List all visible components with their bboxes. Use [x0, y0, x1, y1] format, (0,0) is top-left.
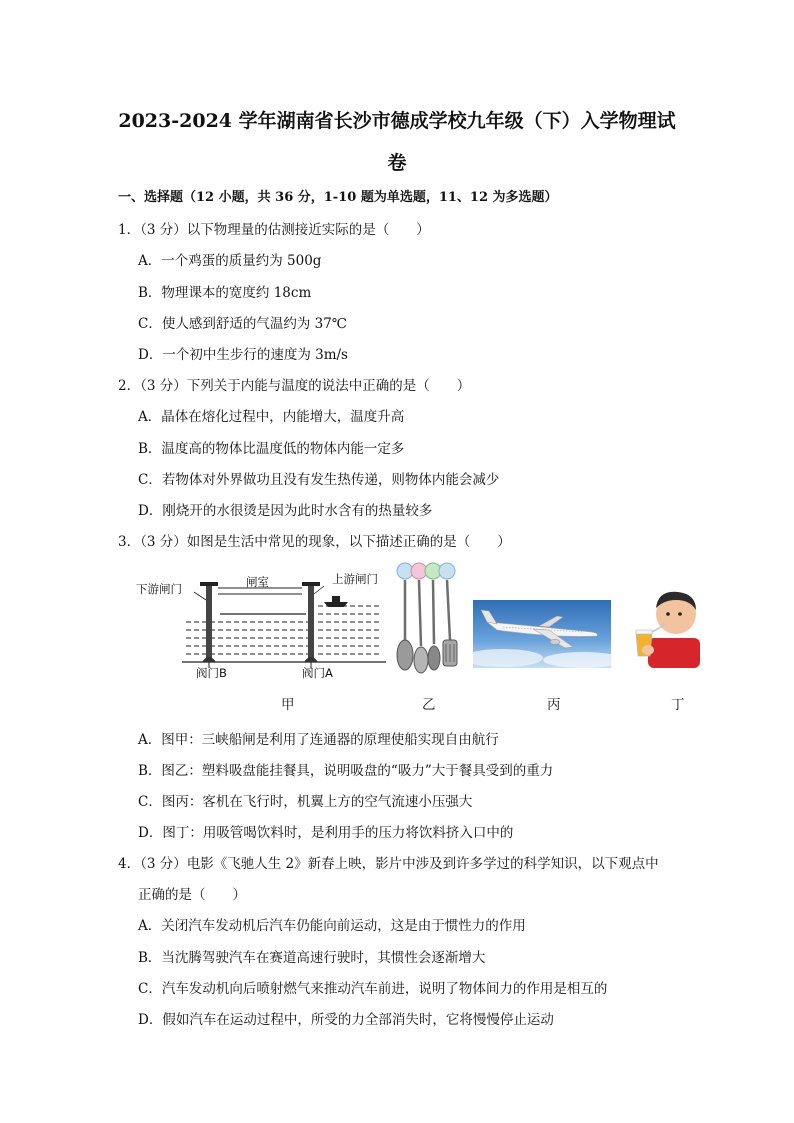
question-3-option-d: D．图丁：用吸管喝饮料时，是利用手的压力将饮料挤入口中的 — [138, 825, 514, 841]
question-1-stem: 1．（3 分）以下物理量的估测接近实际的是（ ） — [118, 222, 430, 238]
suction-cup-utensils-image — [394, 560, 464, 680]
question-2-option-b: B．温度高的物体比温度低的物体内能一定多 — [138, 441, 405, 457]
question-1-option-c: C．使人感到舒适的气温约为 37℃ — [138, 316, 347, 332]
question-4-option-c: C．汽车发动机向后喷射燃气来推动汽车前进，说明了物体间力的作用是相互的 — [138, 981, 608, 997]
question-4-option-a: A．关闭汽车发动机后汽车仍能向前运动，这是由于惯性力的作用 — [138, 918, 526, 934]
valve-b-label: 阀门B — [196, 666, 227, 680]
question-3-stem: 3．（3 分）如图是生活中常见的现象，以下描述正确的是（ ） — [118, 534, 511, 550]
exam-title: 2023-2024 学年湖南省长沙市德成学校九年级（下）入学物理试 — [118, 110, 676, 132]
question-2-option-d: D．刚烧开的水很烫是因为此时水含有的热量较多 — [138, 503, 433, 519]
question-1-option-d: D．一个初中生步行的速度为 3m/s — [138, 347, 348, 363]
question-2-option-a: A．晶体在熔化过程中，内能增大，温度升高 — [138, 409, 405, 425]
question-1-option-a: A．一个鸡蛋的质量约为 500g — [138, 253, 322, 269]
ship-lock-figure — [136, 566, 388, 682]
figure-caption-ding: 丁 — [671, 697, 685, 713]
section-heading: 一、选择题（12 小题，共 36 分，1-10 题为单选题，11、12 为多选题） — [118, 190, 558, 205]
question-3-option-c: C．图丙：客机在飞行时，机翼上方的空气流速小压强大 — [138, 794, 473, 810]
question-4-option-b: B．当沈腾驾驶汽车在赛道高速行驶时，其惯性会逐渐增大 — [138, 950, 486, 966]
question-1-option-b: B．物理课本的宽度约 18cm — [138, 285, 312, 301]
exam-title-continued: 卷 — [387, 152, 407, 174]
airliner-image — [473, 600, 611, 668]
question-4-stem: 4．（3 分）电影《飞驰人生 2》新春上映，影片中涉及到许多学过的科学知识，以下观点中 — [118, 856, 659, 872]
question-4-stem-continued: 正确的是（ ） — [138, 887, 246, 903]
valve-a-label: 阀门A — [302, 666, 333, 680]
figure-caption-bing: 丙 — [547, 697, 561, 713]
question-3-option-a: A．图甲：三峡船闸是利用了连通器的原理使船实现自由航行 — [138, 732, 499, 748]
question-3-option-b: B．图乙：塑料吸盘能挂餐具，说明吸盘的“吸力”大于餐具受到的重力 — [138, 763, 554, 779]
question-2-stem: 2．（3 分）下列关于内能与温度的说法中正确的是（ ） — [118, 378, 471, 394]
downstream-gate-label: 下游闸门 — [136, 582, 182, 596]
chamber-label: 闸室 — [246, 575, 269, 589]
boy-drinking-straw-image — [628, 584, 704, 668]
question-4-option-d: D．假如汽车在运动过程中，所受的力全部消失时，它将慢慢停止运动 — [138, 1012, 554, 1028]
upstream-gate-label: 上游闸门 — [332, 572, 378, 586]
question-2-option-c: C．若物体对外界做功且没有发生热传递，则物体内能会减少 — [138, 472, 500, 488]
figure-caption-yi: 乙 — [422, 697, 436, 713]
figure-caption-jia: 甲 — [281, 697, 295, 713]
